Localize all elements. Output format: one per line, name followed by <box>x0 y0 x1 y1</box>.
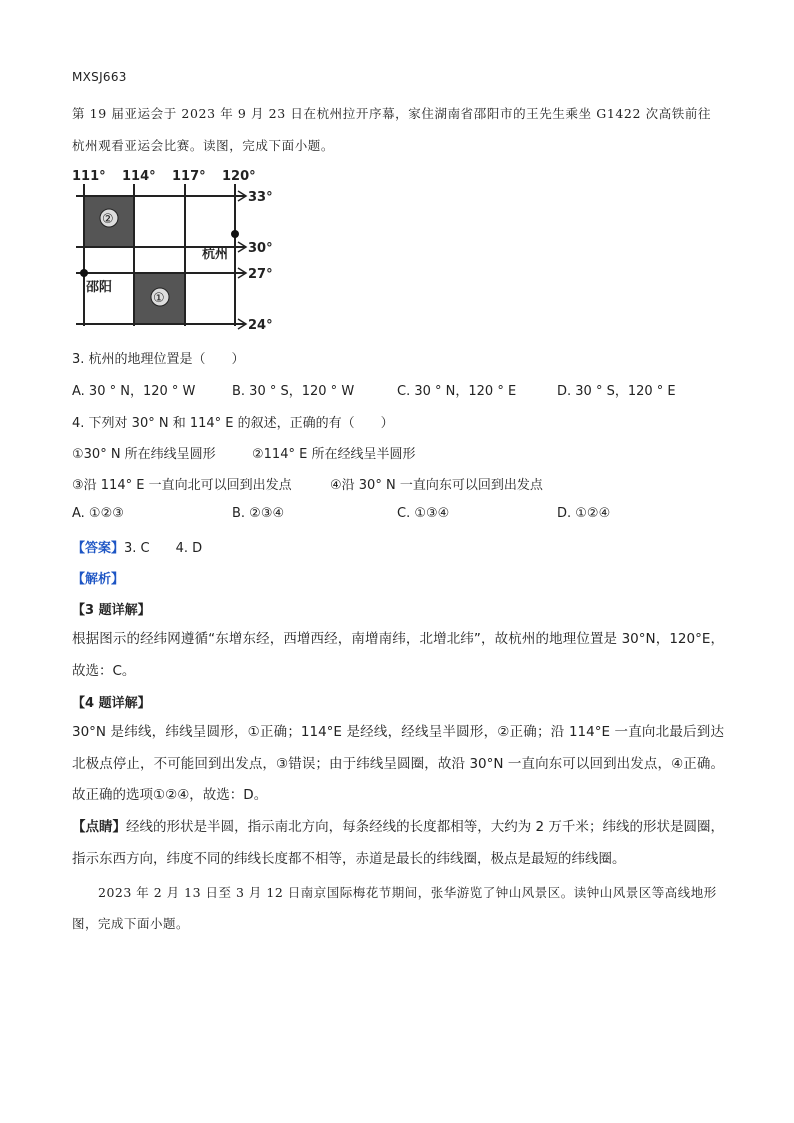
detail-3-text: 根据图示的经纬网遵循“东增东经，西增西经，南增南纬，北增北纬”，故杭州的地理位置是 30°N，120°E，故选：C。 <box>72 631 724 679</box>
lat-lon-grid-map <box>68 166 308 336</box>
hangzhou-point <box>231 230 239 238</box>
tip-label: 【点睛】 <box>72 819 127 835</box>
lat-label-27: 27° <box>248 267 273 282</box>
tip-paragraph <box>72 812 724 875</box>
lat-label-24: 24° <box>248 318 273 333</box>
q4-stem: 4. 下列对 30° N 和 114° E 的叙述，正确的有（ ） <box>72 416 394 431</box>
document-code: MXSJ663 <box>72 70 127 84</box>
shaoyang-point <box>80 269 88 277</box>
answer-text: 3. C 4. D <box>124 541 203 556</box>
city-label-hangzhou: 杭州 <box>202 247 229 262</box>
lon-label-117: 117° <box>172 169 206 184</box>
lat-label-33: 33° <box>248 190 273 205</box>
answer-line <box>72 537 202 556</box>
q3-option-a: A. 30 ° N，120 ° W <box>72 384 196 399</box>
q4-statement-4: ④沿 30° N 一直向东可以回到出发点 <box>330 478 543 493</box>
marker-2: ② <box>102 212 114 227</box>
q3-stem: 3. 杭州的地理位置是（ ） <box>72 352 245 367</box>
detail-4-label: 【4 题详解】 <box>72 696 151 711</box>
city-label-shaoyang: 邵阳 <box>86 280 113 295</box>
lon-label-120: 120° <box>222 169 256 184</box>
marker-1: ① <box>153 291 165 306</box>
q4-option-d: D. ①②④ <box>557 506 611 521</box>
q4-option-a: A. ①②③ <box>72 506 124 521</box>
detail-3-label: 【3 题详解】 <box>72 603 151 618</box>
lat-label-30: 30° <box>248 241 273 256</box>
q4-option-c: C. ①③④ <box>397 506 450 521</box>
q3-option-d: D. 30 ° S，120 ° E <box>557 384 676 399</box>
analysis-label: 【解析】 <box>72 572 125 587</box>
q4-statement-2: ②114° E 所在经线呈半圆形 <box>252 447 416 462</box>
q3-option-c: C. 30 ° N，120 ° E <box>397 384 517 399</box>
answer-label: 【答案】 <box>72 541 125 556</box>
q4-statement-3: ③沿 114° E 一直向北可以回到出发点 <box>72 478 292 493</box>
detail-4-text: 30°N 是纬线，纬线呈圆形，①正确；114°E 是经线，经线呈半圆形，②正确；沿 114°E 一直向北最后到达北极点停止，不可能回到出发点，③错误；由于纬线呈圆圈，故沿 30°N 一直向东可以回到出发点，④正确。故正确的选项①②④，故选：D。 <box>72 724 724 803</box>
tip-text: 经线的形状是半圆，指示南北方向，每条经线的长度都相等，大约为 2 万千米；纬线的形状是圆圈，指示东西方向，纬度不同的纬线长度都不相等，赤道是最长的纬线圈，极点是最短的纬线圈。 <box>72 819 725 867</box>
next-question-intro: 2023 年 2 月 13 日至 3 月 12 日南京国际梅花节期间，张华游览了钟山风景区。读钟山风景区等高线地形图，完成下面小题。 <box>72 885 717 931</box>
q3-option-b: B. 30 ° S，120 ° W <box>232 384 355 399</box>
q4-statement-1: ①30° N 所在纬线呈圆形 <box>72 447 216 462</box>
q4-option-b: B. ②③④ <box>232 506 285 521</box>
question-intro: 第 19 届亚运会于 2023 年 9 月 23 日在杭州拉开序幕，家住湖南省邵阳市的王先生乘坐 G1422 次高铁前往杭州观看亚运会比赛。读图，完成下面小题。 <box>72 106 712 153</box>
lon-label-114: 114° <box>122 169 156 184</box>
lon-label-111: 111° <box>72 169 106 184</box>
